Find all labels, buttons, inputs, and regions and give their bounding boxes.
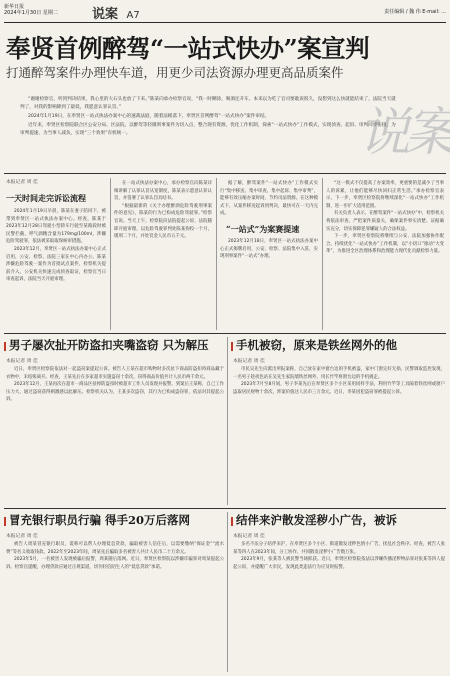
- divider: [4, 333, 446, 334]
- date-line: 2024年1月30日 星期二: [4, 10, 58, 16]
- story-paragraph: 多名不法分子结伴来沪，在奉贤区多个小区、街道散发淫秽色情小广告，扰乱社会秩序。经查，被告人张某等四人在2023年间，分工协作，共同散发淫秽小广告数万张。: [233, 542, 445, 555]
- story1-column-2: [114, 180, 212, 241]
- lead-section: [20, 96, 400, 139]
- story1-paragraph: 2024年1月19日早晨，陈某在妻子陪同下，被带到奉贤区一站式执法办案中心。经查，陈某于2023年12月28日驾驶小型轿车行驶至某路段时被民警拦截，呼气酒精含量为179mg/100ml，涉嫌危险驾驶罪，依法被采取取保候审措施。: [6, 209, 106, 245]
- page-number: A7: [126, 10, 140, 21]
- heading-marker-icon: [231, 517, 233, 526]
- story2-paragraph: 2023年12月18日，奉贤区一站式执法办案中心正式揭牌启用，公安、检察、法院集中入驻，实现刑事案件“一站式”办理。: [220, 238, 318, 260]
- story-theft: [6, 357, 224, 404]
- story2-paragraph: “这一模式不仅提高了办案效率，更重要的是减少了当事人的诉累，让他们能够尽快回归正常生活。”承办检察官表示，下一步，奉贤区检察院将继续深化“一站式快办”工作机制，进一步扩大适用范围。: [326, 181, 444, 209]
- paper-name: 新华日报: [4, 4, 25, 10]
- story3-paragraph: 下一步，奉贤区检察院将继续与公安、法院加强协作配合，持续优化“一站式快办”工作机制，以“小切口”推动“大变革”，为推进全区治理体系和治理能力现代化贡献检察力量。: [326, 234, 444, 255]
- section-watermark: 说案: [357, 103, 450, 163]
- story-heading-ads: 结伴来沪散发淫秽小广告，被诉: [231, 512, 397, 528]
- story-phone: [233, 357, 445, 396]
- page-headline: 奉贤首例醉驾“一站式快办”案宣判: [6, 34, 370, 63]
- masthead: [4, 2, 446, 23]
- story-byline: 本报记者 周 佳: [6, 359, 38, 364]
- story1-paragraph: “根据最新的《关于办理醉酒危险驾驶刑事案件的意见》，陈某的行为已构成危险驾驶罪。”检察官说。当天上午，检察院向法院提起公诉，法院随即开庭审理，以危险驾驶罪判处陈某拘役一个月，缓刑二个月，并处罚金人民币五千元。: [114, 203, 212, 240]
- story1-column: [6, 178, 106, 284]
- story1-paragraph: 在一站式执法办案中心，承办检察官向陈某详细讲解了认罪认罚从宽制度，陈某表示愿意认罪认罚，并签署了认罪认罚具结书。: [114, 181, 212, 202]
- story-byline: 本报记者 周 佳: [233, 359, 265, 364]
- story-heading-theft: 男子屡次扯开防盗扣夹嘴盗窃 只为解压: [4, 337, 209, 353]
- page-subheadline: 打通醉驾案件办理快车道，用更少司法资源办理更高品质案件: [6, 65, 344, 80]
- section-name: 说案: [92, 7, 119, 22]
- story-paragraph: 市民吴先生向派出所报案称，自己放在家中窗台边的手机被盗，家中门窗完好无损。民警调取监控发现，一名男子趁夜色站在吴先生家院墙铁丝网外，用长竹竿将窗台边的手机挑走。: [233, 367, 445, 380]
- story2-subheading: “一站式”为案赛提速: [226, 223, 300, 234]
- story-heading-fraud: 冒充银行职员行骗 得手20万后落网: [4, 512, 190, 528]
- story-fraud: [6, 532, 224, 571]
- story-paragraph: 2023年7月至8月间，男子李某先后在奉贤区多个小区采用同样手法，利用竹竿等工具隔着铁丝网或窗户盗取居民财物十余次，涉案价值达人民币三万余元。近日，李某因犯盗窃罪被提起公诉。: [233, 382, 445, 395]
- heading-marker-icon: [4, 517, 6, 526]
- story2-column: [220, 180, 318, 261]
- heading-marker-icon: [231, 342, 233, 351]
- story-paragraph: 被告人周某冒充银行职员，谎称可以帮人办理低息贷款，骗取被害人信任后，以需要缴纳“保证金”“流水费”等名义收取钱款。2022年至2023年间，周某先后骗取多名被害人共计人民币二十万余元。: [6, 542, 224, 555]
- story-byline: 本报记者 周 佳: [6, 534, 38, 539]
- lead-paragraph: 近年来，奉贤区检察院联合区公安分局、区法院，以醉驾等轻微刑事案件为切入点，整合现有资源，优化工作机制，探索“一站式快办”工作模式，实现侦查、起诉、审判同步衔接，为审判提速、为当事人减负，实现“三个效果”有机统一。: [20, 123, 396, 136]
- story-heading-phone: 手机被窃，原来是铁丝网外的他: [231, 337, 397, 353]
- story1-paragraph: 2023年12月，奉贤区一站式执法办案中心正式启用，公安、检察、法院三家在中心内办公，陈某涉嫌危险驾驶一案作为首批试点案件，检察机关提前介入，公安机关快速完成侦查取证，检察官当日审查起诉，法院当天开庭审理。: [6, 246, 106, 283]
- story-paragraph: 2023年5月，一名被害人发现被骗后报警，周某随后落网。近日，奉贤区检察院以涉嫌诈骗罪对周某提起公诉。检察官提醒，办理贷款应通过正规渠道，切勿轻信陌生人的“低息贷款”承诺。: [6, 557, 224, 570]
- divider: [4, 508, 446, 509]
- story2-paragraph: 据了解，醉驾案件“一站式快办”工作模式实行“集中移送、集中审查、集中起诉、集中审判”，能够有效压缩办案时间，节约司法资源。在这种模式下，从案件移送起诉到判决，最快可在一天内完成。: [220, 181, 318, 217]
- lead-paragraph: 2024年1月19日，在奉贤区一站式执法办案中心的速裁法庭，随着法槌落下，奉贤区首例醉驾“一站式快办”案件审结。: [28, 114, 270, 119]
- story1-subheading: 一天时间走完诉讼流程: [6, 193, 86, 203]
- story-ads: [233, 532, 445, 571]
- story-paragraph: 2023年9月，张某等人被民警当场抓获。近日，奉贤区检察院依法以涉嫌传播淫秽物品罪对张某等四人提起公诉，并提醒广大市民，发现此类违法行为应及时报警。: [233, 557, 445, 570]
- divider: [4, 173, 446, 174]
- editor-line: 责任编辑 / 魏 伟 E-mail: ...: [384, 9, 446, 15]
- lead-paragraph: “谢谢检察官，听到判决结果，我心里的大石头也放了下来。”陈某向承办检察官说，“我一时糊涂，喝酒还开车。本来以为吃了官司要耽误很久，没想到这么快就能结束了，法院当天就判了，对我的影响降到了最低，我愿意认罪认罚。”: [20, 97, 396, 110]
- story-paragraph: 2023年12月，王某再次在超市一商品区扯掉防盗扣时被超市工作人员发现并报警。到案后王某称，自己工作压力大，通过盗窃获得刺激感以此解压。检察机关认为，王某多次盗窃，其行为已构成盗窃罪，依法对其提起公诉。: [6, 382, 224, 403]
- story3-column: [326, 180, 444, 256]
- story1-byline: 本报记者 周 佳: [6, 180, 38, 185]
- story3-paragraph: 有关负责人表示，在醉驾案件“一站式快办”中，检察机关将依法审查，严把案件质量关，确保案件事实清楚、证据确实充分，切实保障犯罪嫌疑人的合法权益。: [326, 211, 444, 232]
- story-paragraph: 近日，奉贤区检察院依法对一起盗窃案提起公诉。被告人王某在超市购物时多次扯下商品防盗扣将商品藏于衣物中，未结账离开。经查，王某先后在多家超市实施盗窃十余次，窃得商品价值共计人民币两千余元。: [6, 367, 224, 380]
- story-byline: 本报记者 周 佳: [233, 534, 265, 539]
- heading-marker-icon: [4, 342, 6, 351]
